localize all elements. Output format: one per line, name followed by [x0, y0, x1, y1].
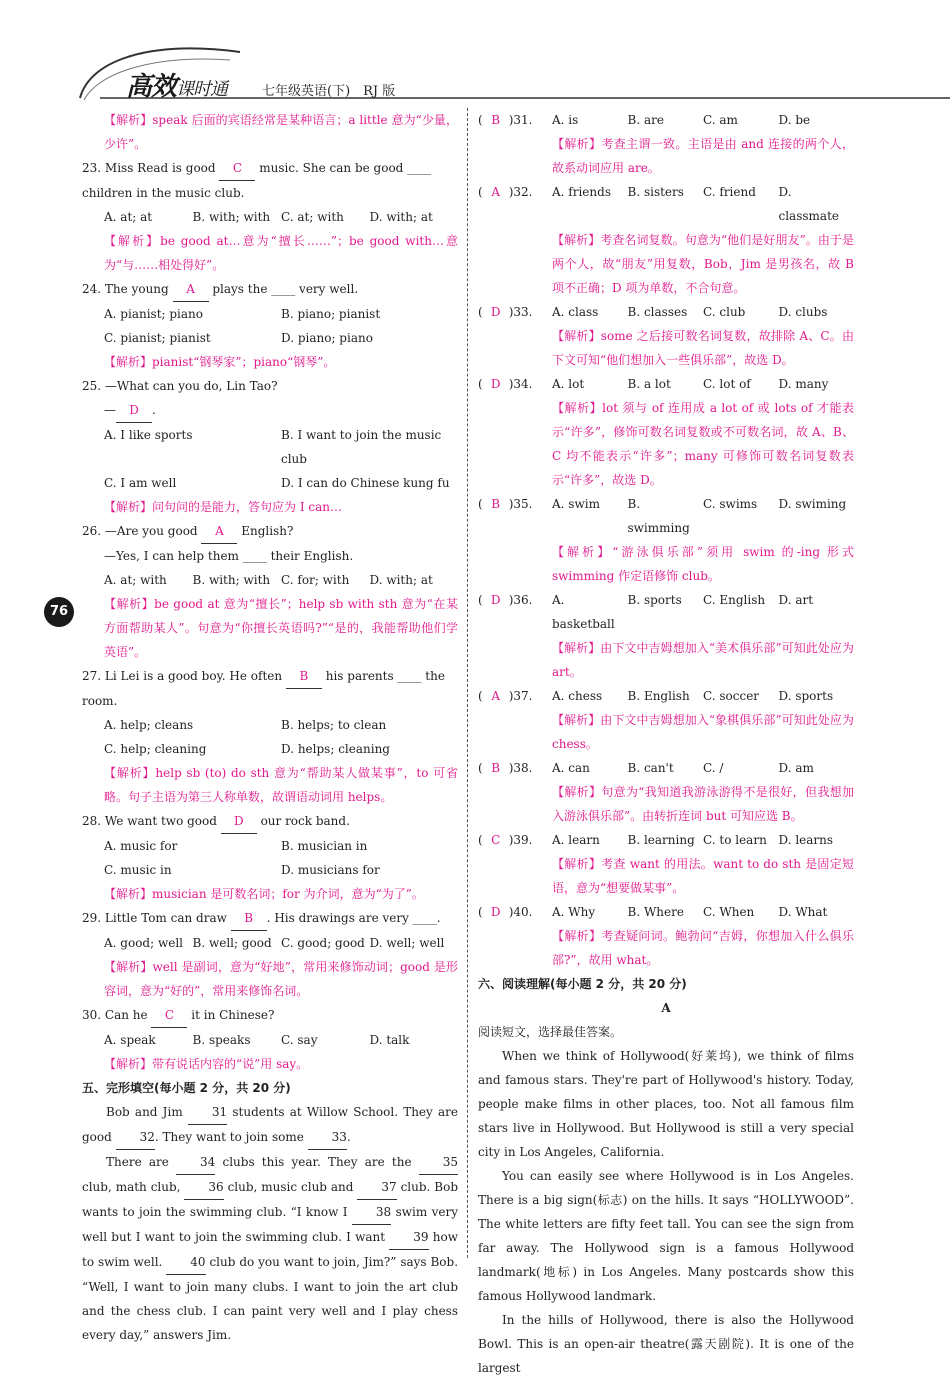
question-27: 27. Li Lei is a good boy. He often B his parents ____ the room. — [82, 664, 458, 713]
option: D. learns — [778, 833, 834, 847]
cloze-item-options — [552, 588, 854, 636]
option: C. English — [703, 593, 766, 607]
cloze-item-number: ( A )32. — [478, 180, 552, 228]
reading-instruction: 阅读短文，选择最佳答案。 — [478, 1025, 623, 1039]
cloze-item-number: ( B )35. — [478, 492, 552, 540]
explanation-23: 【解析】be good at…意为“擅长……”；be good with…意为“与……相处得好”。 — [104, 234, 458, 272]
cloze-item — [478, 300, 854, 324]
cloze-item-options — [552, 372, 854, 396]
option: D. many — [778, 377, 829, 391]
explanation-28: 【解析】musician 是可数名词；for 为介词，意为“为了”。 — [104, 887, 424, 901]
cloze-item-answer: B — [491, 497, 501, 511]
question-25: 25. —What can you do, Lin Tao? — [82, 379, 278, 393]
option: B. Where — [627, 905, 684, 919]
explanation-25: 【解析】问句问的是能力，答句应为 I can… — [104, 500, 342, 514]
cloze-item — [478, 180, 854, 228]
cloze-item-number: ( D )36. — [478, 588, 552, 636]
option: B. a lot — [627, 377, 671, 391]
option: B. classes — [627, 305, 688, 319]
cloze-item-answer: D — [490, 593, 501, 607]
cloze-item-explanation: 【解析】由下文中吉姆想加入“美术俱乐部”可知此处应为 art。 — [552, 641, 854, 679]
explanation-26: 【解析】be good at 意为“擅长”；help sb with sth 意为“在某方面帮助某人”。句意为“你擅长英语吗?”“是的，我能帮助他们学英语”。 — [104, 597, 458, 659]
cloze-paragraph-1: Bob and Jim 31 students at Willow School. They are good 32. They want to join some 33. — [82, 1100, 458, 1150]
option: C. friend — [703, 185, 756, 199]
cloze-item-number: ( D )40. — [478, 900, 552, 924]
option: A. lot — [552, 377, 585, 391]
options-26: A. at; with B. with; with C. for; with D. with; at — [104, 573, 433, 587]
explanation-22: 【解析】speak 后面的宾语经常是某种语言；a little 意为“少量，少许”。 — [104, 113, 458, 151]
cloze-item-answer: B — [491, 113, 501, 127]
cloze-item-number: ( D )34. — [478, 372, 552, 396]
options-25: A. I like sports B. I want to join the music club C. I am well D. I can do Chinese kung fu — [104, 428, 450, 490]
option: D. sports — [778, 689, 834, 703]
question-29: 29. Little Tom can draw B . His drawings are very ____. — [82, 906, 458, 931]
cloze-item-explanation: 【解析】考查 want 的用法。want to do sth 是固定短语，意为“想要做某事”。 — [552, 857, 854, 895]
option: B. swimming — [627, 497, 690, 535]
cloze-item — [478, 900, 854, 924]
cloze-item-answer: D — [490, 305, 501, 319]
explanation-27: 【解析】help sb (to) do sth 意为“帮助某人做某事”，to 可省略。句子主语为第三人称单数，故谓语动词用 helps。 — [104, 766, 458, 804]
column-divider — [467, 108, 468, 1258]
option: A. learn — [552, 833, 600, 847]
option: C. to learn — [703, 833, 767, 847]
option: C. am — [703, 113, 738, 127]
cloze-item-options — [552, 684, 854, 708]
cloze-item — [478, 492, 854, 540]
page-header — [0, 0, 950, 105]
option: A. basketball — [552, 593, 615, 631]
option: B. can't — [627, 761, 674, 775]
question-26: 26. —Are you good A English? — [82, 519, 458, 544]
option: B. learning — [627, 833, 695, 847]
cloze-item — [478, 684, 854, 708]
cloze-item-answer: A — [491, 185, 501, 199]
option: A. Why — [552, 905, 596, 919]
options-28: A. music for B. musician in C. music in D. musicians for — [104, 839, 380, 877]
reading-paragraph-1: When we think of Hollywood(好莱坞), we think of films and famous stars. They're part of Hollywood's history. Today, people make films in other places, too. Not all famous film stars live in Hollywood. But Hollywood is still a very special city in Los Angeles, California. — [478, 1049, 854, 1159]
cloze-item-explanation: 【解析】some 之后接可数名词复数，故排除 A、C。由下文可知“他们想加入一些俱乐部”，故选 D。 — [552, 329, 854, 367]
option: C. club — [703, 305, 746, 319]
option: D. art — [778, 593, 814, 607]
cloze-item-number: ( B )38. — [478, 756, 552, 780]
option: C. When — [703, 905, 755, 919]
cloze-item — [478, 108, 854, 132]
options-27: A. help; cleans B. helps; to clean C. help; cleaning D. helps; cleaning — [104, 718, 390, 756]
section-reading-heading: 六、阅读理解(每小题 2 分，共 20 分) — [478, 977, 687, 991]
cloze-item-explanation: 【解析】由下文中吉姆想加入“象棋俱乐部”可知此处应为 chess。 — [552, 713, 854, 751]
option: C. soccer — [703, 689, 760, 703]
options-29: A. good; well B. well; good C. good; good D. well; well — [104, 936, 445, 950]
options-23: A. at; at B. with; with C. at; with D. with; at — [104, 210, 433, 224]
question-26-line2: —Yes, I can help them ____ their English. — [104, 549, 354, 563]
explanation-24: 【解析】pianist“钢琴家”；piano“钢琴”。 — [104, 355, 336, 369]
option: A. friends — [552, 185, 611, 199]
cloze-item-answer: D — [490, 905, 501, 919]
options-30: A. speak B. speaks C. say D. talk — [104, 1033, 410, 1047]
cloze-item — [478, 372, 854, 396]
cloze-item-explanation: 【解析】考查主谓一致。主语是由 and 连接的两个人，故系动词应用 are。 — [552, 137, 854, 175]
cloze-item-answer: A — [491, 689, 501, 703]
option: A. class — [552, 305, 599, 319]
question-25-answer-line: — D . — [82, 398, 458, 423]
explanation-30: 【解析】带有说话内容的“说”用 say。 — [104, 1057, 309, 1071]
option: A. can — [552, 761, 590, 775]
option: A. is — [552, 113, 579, 127]
book-subtitle: 七年级英语(下) RJ 版 — [262, 84, 396, 99]
cloze-item — [478, 828, 854, 852]
option: D. clubs — [778, 305, 828, 319]
reading-paragraph-3: In the hills of Hollywood, there is also the Hollywood Bowl. This is an open-air theatre(露天剧院). It is one of the largest — [478, 1313, 854, 1375]
option: D. am — [778, 761, 814, 775]
cloze-item-answer: D — [490, 377, 501, 391]
explanation-29: 【解析】well 是副词，意为“好地”，常用来修饰动词；good 是形容词，意为“好的”，常用来修饰名词。 — [104, 960, 458, 998]
cloze-item-options — [552, 108, 854, 132]
passage-label: A — [661, 1001, 671, 1015]
cloze-item-options — [552, 900, 854, 924]
cloze-item-number: ( D )33. — [478, 300, 552, 324]
option: C. swims — [703, 497, 758, 511]
option: D. be — [778, 113, 811, 127]
option: D. What — [778, 905, 828, 919]
cloze-item-answer: C — [491, 833, 501, 847]
option: A. chess — [552, 689, 603, 703]
cloze-item-explanation: 【解析】考查疑问词。鲍勃问“吉姆，你想加入什么俱乐部?”，故用 what。 — [552, 929, 854, 967]
reading-paragraph-2: You can easily see where Hollywood is in Los Angeles. There is a big sign(标志) on the hills. It says “HOLLYWOOD”. The white letters are fifty feet tall. You can see the sign from far away. The Hollywood sign is a famous Hollywood landmark(地标) in Los Angeles. Many postcards show this famous Hollywood landmark. — [478, 1169, 854, 1303]
cloze-item-answer: B — [491, 761, 501, 775]
section-cloze-heading: 五、完形填空(每小题 2 分，共 20 分) — [82, 1081, 291, 1095]
page-number-badge: 76 — [44, 597, 74, 627]
question-30: 30. Can he C it in Chinese? — [82, 1003, 458, 1028]
cloze-item-explanation: 【解析】lot 须与 of 连用成 a lot of 或 lots of 才能表示“许多”，修饰可数名词复数或不可数名词，故 A、B、C 均不能表示“许多”；many 可修饰可数名词复数表示“许多”，故选 D。 — [552, 401, 854, 487]
option: C. lot of — [703, 377, 751, 391]
options-24: A. pianist; piano B. piano; pianist C. pianist; pianist D. piano; piano — [104, 307, 381, 345]
question-28: 28. We want two good D our rock band. — [82, 809, 458, 834]
cloze-item-options — [552, 492, 854, 540]
cloze-answer-list — [478, 108, 854, 972]
cloze-item — [478, 756, 854, 780]
right-column — [478, 108, 854, 1380]
cloze-item-explanation: 【解析】“游泳俱乐部”须用 swim 的-ing 形式 swimming 作定语修饰 club。 — [552, 545, 854, 583]
question-23: 23. Miss Read is good C music. She can be good ____ children in the music club. — [82, 156, 458, 205]
option: D. classmate — [778, 185, 839, 223]
cloze-item-number: ( B )31. — [478, 108, 552, 132]
cloze-item-explanation: 【解析】句意为“我知道我游泳游得不是很好，但我想加入游泳俱乐部”。由转折连词 but 可知应选 B。 — [552, 785, 854, 823]
option: D. swiming — [778, 497, 847, 511]
cloze-paragraph-2: There are 34 clubs this year. They are the 35 club, math club, 36 club, music club and 37 club. Bob wants to join the swimming club. “I know I 38 swim very well but I want to join the swimming club. I want 39 how to swim well. 40 club do you want to join, Jim?” says Bob. “Well, I want to join many clubs. I want to join the art club and the chess club. I can paint very well and I play chess every day,” answers Jim. — [82, 1150, 458, 1347]
left-column — [82, 108, 458, 1347]
option: A. swim — [552, 497, 600, 511]
option: B. sports — [627, 593, 682, 607]
cloze-item-options — [552, 180, 854, 228]
cloze-item-options — [552, 756, 854, 780]
option: B. sisters — [627, 185, 684, 199]
cloze-item-options — [552, 828, 854, 852]
cloze-item-explanation: 【解析】考查名词复数。句意为“他们是好朋友”。由于是两个人，故“朋友”用复数，Bob，Jim 是男孩名，故 B 项不正确；D 项为单数，不合句意。 — [552, 233, 854, 295]
cloze-item-options — [552, 300, 854, 324]
brand-logo: 高效课时通 — [126, 72, 228, 102]
option: C. / — [703, 761, 724, 775]
cloze-item — [478, 588, 854, 636]
cloze-item-number: ( C )39. — [478, 828, 552, 852]
option: B. are — [627, 113, 664, 127]
cloze-item-number: ( A )37. — [478, 684, 552, 708]
question-24: 24. The young A plays the ____ very well. — [82, 277, 458, 302]
option: B. English — [627, 689, 690, 703]
